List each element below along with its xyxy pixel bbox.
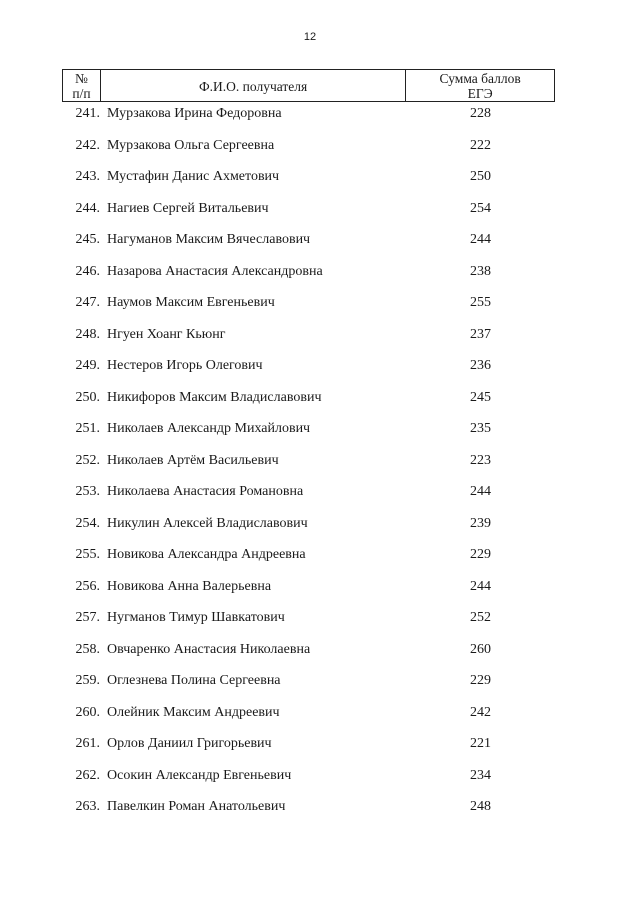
exam-score: 228 <box>470 106 491 121</box>
header-score-line2: ЕГЭ <box>467 86 493 101</box>
recipients-list <box>62 104 555 829</box>
recipient-name: Нугманов Тимур Шавкатович <box>107 610 285 625</box>
exam-score: 229 <box>470 547 491 562</box>
recipient-name: Николаева Анастасия Романовна <box>107 484 304 499</box>
recipient-name: Нагуманов Максим Вячеславович <box>107 232 311 247</box>
table-row <box>62 451 555 483</box>
row-number: 262. <box>75 767 100 783</box>
recipient-name: Павелкин Роман Анатольевич <box>107 799 286 814</box>
recipient-name: Нестеров Игорь Олегович <box>107 358 263 373</box>
recipient-name: Мустафин Данис Ахметович <box>107 169 280 184</box>
exam-score: 244 <box>470 484 491 499</box>
table-row <box>62 293 555 325</box>
table-row <box>62 325 555 357</box>
table-row <box>62 703 555 735</box>
recipient-name: Мурзакова Ольга Сергеевна <box>107 137 275 153</box>
table-row <box>62 104 555 136</box>
recipient-name: Николаев Александр Михайлович <box>107 421 311 436</box>
table-row <box>62 167 555 199</box>
table-row <box>62 608 555 640</box>
row-number: 259. <box>75 673 100 688</box>
header-row <box>63 70 555 102</box>
row-number: 257. <box>75 610 100 625</box>
table-row <box>62 482 555 514</box>
exam-score: 237 <box>470 326 491 342</box>
header-number-line2: п/п <box>72 86 91 101</box>
recipient-name: Овчаренко Анастасия Николаевна <box>107 641 311 657</box>
row-number: 251. <box>75 421 100 436</box>
row-number: 244. <box>75 200 100 216</box>
exam-score: 250 <box>470 169 491 184</box>
recipient-name: Новикова Анна Валерьевна <box>107 578 272 594</box>
table-row <box>62 136 555 168</box>
exam-score: 244 <box>470 232 491 247</box>
table-row <box>62 671 555 703</box>
recipient-name: Осокин Александр Евгеньевич <box>107 767 292 783</box>
table-header <box>62 69 555 102</box>
table-row <box>62 419 555 451</box>
header-number-line1: № <box>75 71 88 86</box>
exam-score: 254 <box>470 200 491 216</box>
table-row <box>62 734 555 766</box>
row-number: 248. <box>75 326 100 342</box>
header-score-cell <box>406 70 555 102</box>
exam-score: 238 <box>470 263 491 279</box>
header-score-line1: Сумма баллов <box>439 71 521 86</box>
exam-score: 255 <box>470 295 491 310</box>
recipient-name: Орлов Даниил Григорьевич <box>107 736 272 751</box>
exam-score: 229 <box>470 673 491 688</box>
exam-score: 221 <box>470 736 491 751</box>
recipient-name: Никулин Алексей Владиславович <box>107 515 308 531</box>
table-row <box>62 577 555 609</box>
recipient-name: Назарова Анастасия Александровна <box>107 263 323 279</box>
table-row <box>62 545 555 577</box>
row-number: 261. <box>75 736 100 751</box>
exam-score: 222 <box>470 137 491 153</box>
row-number: 250. <box>75 389 100 405</box>
exam-score: 242 <box>470 704 491 720</box>
exam-score: 223 <box>470 452 491 468</box>
recipient-name: Никифоров Максим Владиславович <box>107 389 322 405</box>
row-number: 247. <box>75 295 100 310</box>
page-number: 12 <box>303 31 317 43</box>
table-row <box>62 199 555 231</box>
table-row <box>62 514 555 546</box>
header-name-cell <box>100 70 405 102</box>
exam-score: 245 <box>470 389 491 405</box>
table-row <box>62 356 555 388</box>
table-row <box>62 230 555 262</box>
table-row <box>62 640 555 672</box>
exam-score: 236 <box>470 358 491 373</box>
exam-score: 260 <box>470 641 491 657</box>
row-number: 241. <box>75 106 100 121</box>
row-number: 246. <box>75 263 100 279</box>
exam-score: 234 <box>470 767 491 783</box>
recipient-name: Нагиев Сергей Витальевич <box>107 200 269 216</box>
row-number: 260. <box>75 704 100 720</box>
row-number: 245. <box>75 232 100 247</box>
recipient-name: Нгуен Хоанг Кьюнг <box>107 326 226 342</box>
row-number: 256. <box>75 578 100 594</box>
recipient-name: Олейник Максим Андреевич <box>107 704 280 720</box>
recipient-name: Наумов Максим Евгеньевич <box>107 295 275 310</box>
exam-score: 239 <box>470 515 491 531</box>
row-number: 243. <box>75 169 100 184</box>
row-number: 258. <box>75 641 100 657</box>
header-name: Ф.И.О. получателя <box>199 78 308 94</box>
table-row <box>62 262 555 294</box>
row-number: 249. <box>75 358 100 373</box>
exam-score: 248 <box>470 799 491 814</box>
row-number: 253. <box>75 484 100 499</box>
row-number: 254. <box>75 515 100 531</box>
recipient-name: Оглезнева Полина Сергеевна <box>107 673 281 688</box>
exam-score: 244 <box>470 578 491 594</box>
row-number: 252. <box>75 452 100 468</box>
table-row <box>62 797 555 829</box>
recipient-name: Новикова Александра Андреевна <box>107 547 306 562</box>
exam-score: 252 <box>470 610 491 625</box>
table-row <box>62 766 555 798</box>
table-row <box>62 388 555 420</box>
row-number: 242. <box>75 137 100 153</box>
recipient-name: Мурзакова Ирина Федоровна <box>107 106 282 121</box>
row-number: 263. <box>75 799 100 814</box>
recipient-name: Николаев Артём Васильевич <box>107 452 279 468</box>
exam-score: 235 <box>470 421 491 436</box>
row-number: 255. <box>75 547 100 562</box>
header-number-cell <box>63 70 101 102</box>
